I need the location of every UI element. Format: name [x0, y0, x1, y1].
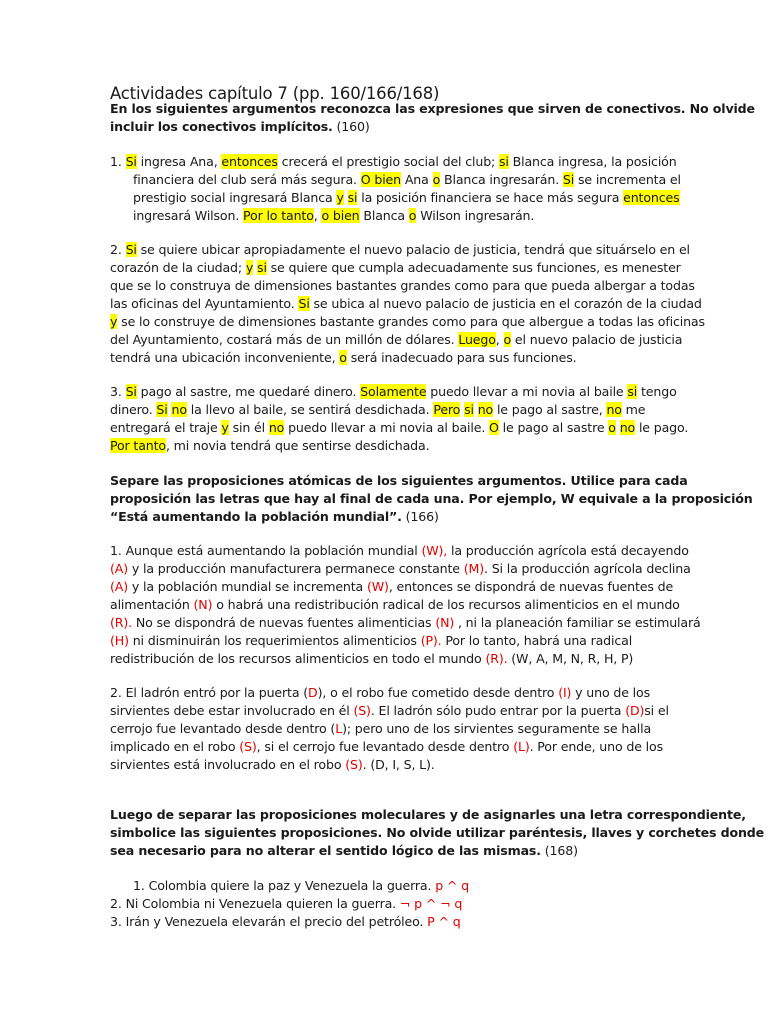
text-segment: se lo construye de dimensiones bastante grandes como para que albergue a todas las oficinas — [117, 314, 705, 329]
highlighted-connective: o — [339, 350, 347, 365]
text-segment: y uno de los — [571, 685, 650, 700]
text-segment: “Está aumentando la población mundial”. — [110, 509, 402, 524]
text-segment: puedo llevar a mi novia al baile — [426, 384, 628, 399]
text-segment: se ubica al nuevo palacio de justicia en el corazón de la ciudad — [309, 296, 702, 311]
text-segment: . Por ende, uno de los — [529, 739, 663, 754]
proposition-letter: (N) — [435, 615, 455, 630]
highlighted-connective: si — [347, 190, 358, 205]
page-reference: (168) — [540, 843, 578, 858]
text-segment: y la producción manufacturera permanece constante — [128, 561, 464, 576]
text-segment: se quiere que cumpla adecuadamente sus funciones, es menester — [266, 260, 681, 275]
highlighted-connective: si — [464, 402, 474, 417]
text-segment: 1. Aunque está aumentando la población mundial — [110, 543, 422, 558]
proposition-letter: P ^ q — [427, 914, 461, 929]
text-segment: si el — [644, 703, 669, 718]
highlighted-connective: si — [627, 384, 638, 399]
text-segment: ); pero uno de los sirvientes seguramente se halla — [342, 721, 652, 736]
text-segment: (W, A, M, N, R, H, P) — [507, 651, 634, 666]
text-segment: entregará el traje — [110, 420, 222, 435]
proposition-letter: (S) — [345, 757, 363, 772]
text-segment: se incrementa el — [574, 172, 681, 187]
instruction-line — [110, 491, 753, 507]
text-segment: 3. Irán y Venezuela elevarán el precio del petróleo. — [110, 914, 428, 929]
text-line — [110, 332, 682, 348]
highlighted-connective: y — [245, 260, 254, 275]
page-title: Actividades capítulo 7 (pp. 160/166/168) — [110, 84, 440, 103]
highlighted-connective: o — [432, 172, 441, 187]
text-segment: , si el cerrojo fue levantado desde dentro — [256, 739, 514, 754]
instruction-line — [110, 807, 746, 823]
text-segment: financiera del club será más segura. — [133, 172, 361, 187]
text-segment: sin él — [228, 420, 269, 435]
text-line — [110, 739, 663, 755]
text-segment: . Si la producción agrícola declina — [483, 561, 691, 576]
highlighted-connective: O bien — [360, 172, 401, 187]
proposition-letter: (D) — [625, 703, 645, 718]
instruction-line — [110, 119, 370, 135]
text-segment: prestigio social ingresará Blanca — [133, 190, 337, 205]
text-segment: 1. — [110, 154, 126, 169]
text-segment: En los siguientes argumentos reconozca las expresiones que sirven de conectivos. No olvide — [110, 101, 755, 116]
text-segment: la producción agrícola está decayendo — [447, 543, 689, 558]
text-segment: sirvientes está involucrado en el robo — [110, 757, 346, 772]
highlighted-connective: si — [499, 154, 509, 169]
text-segment: simbolice las siguientes proposiciones. No olvide utilizar paréntesis, llaves y corchetes donde — [110, 825, 765, 840]
proposition-letter: (W), — [421, 543, 448, 558]
text-segment: y la población mundial se incrementa — [128, 579, 367, 594]
text-line — [110, 543, 689, 559]
highlighted-connective: Luego — [458, 332, 496, 347]
text-segment: redistribución de los recursos alimenticios en todo el mundo — [110, 651, 486, 666]
text-line — [110, 579, 673, 595]
text-segment: , entonces se dispondrá de nuevas fuentes de — [388, 579, 674, 594]
text-segment: incluir los conectivos implícitos. — [110, 119, 333, 134]
highlighted-connective: entonces — [221, 154, 278, 169]
highlighted-connective: o — [608, 420, 616, 435]
highlighted-connective: no — [268, 420, 285, 435]
text-segment: tengo — [637, 384, 677, 399]
highlighted-connective: Si — [125, 242, 137, 257]
text-line — [110, 757, 435, 773]
highlighted-connective: y — [110, 314, 118, 329]
text-line — [110, 561, 691, 577]
text-segment: le pago. — [635, 420, 689, 435]
proposition-letter: L — [335, 721, 343, 736]
text-line — [133, 172, 681, 188]
text-line — [110, 685, 650, 701]
text-segment: Por lo tanto, habrá una radical — [441, 633, 633, 648]
text-line — [110, 350, 576, 366]
text-segment: la posición financiera se hace más segura — [357, 190, 624, 205]
text-line — [133, 208, 534, 224]
proposition-letter: (S) — [353, 703, 371, 718]
text-segment: Separe las proposiciones atómicas de los siguientes argumentos. Utilice para cada — [110, 473, 688, 488]
proposition-letter: (N) — [193, 597, 213, 612]
highlighted-connective: Por lo tanto — [243, 208, 314, 223]
proposition-letter: (H) — [110, 633, 129, 648]
text-segment: sea necesario para no alterar el sentido lógico de las mismas. — [110, 843, 541, 858]
text-line — [110, 651, 633, 667]
proposition-letter: (L) — [513, 739, 530, 754]
highlighted-connective: Por tanto — [110, 438, 166, 453]
proposition-letter: (A) — [110, 561, 128, 576]
text-segment: Blanca — [359, 208, 409, 223]
highlighted-connective: o bien — [321, 208, 360, 223]
text-segment: crecerá el prestigio social del club; — [277, 154, 500, 169]
text-segment: cerrojo fue levantado desde dentro ( — [110, 721, 336, 736]
text-line — [110, 438, 429, 454]
text-segment: . (D, I, S, L). — [362, 757, 435, 772]
proposition-letter: (R). — [110, 615, 132, 630]
text-segment: 1. Colombia quiere la paz y Venezuela la guerra. — [133, 878, 436, 893]
instruction-line — [110, 843, 578, 859]
instruction-line — [110, 825, 764, 841]
text-segment: ingresa Ana, — [136, 154, 222, 169]
instruction-line — [110, 473, 688, 489]
text-segment: 3. — [110, 384, 126, 399]
proposition-letter: ¬ p ^ ¬ q — [399, 896, 463, 911]
highlighted-connective: Si — [562, 172, 575, 187]
text-line — [133, 190, 680, 206]
text-segment: pago al sastre, me quedaré dinero. — [136, 384, 361, 399]
text-segment: Ana — [400, 172, 433, 187]
instruction-line — [110, 509, 439, 525]
text-segment: la llevo al baile, se sentirá desdichada. — [186, 402, 434, 417]
text-segment: Luego de separar las proposiciones moleculares y de asignarles una letra correspondiente, — [110, 807, 746, 822]
text-segment: que se lo construya de dimensiones bastantes grandes como para que pueda albergar a todas — [110, 278, 695, 293]
text-segment: del Ayuntamiento, costará más de un millón de dólares. — [110, 332, 459, 347]
proposition-letter: (P). — [420, 633, 442, 648]
text-line — [110, 633, 632, 649]
text-segment: . El ladrón sólo pudo entrar por la puerta — [370, 703, 626, 718]
text-line — [110, 420, 688, 436]
proposition-letter: (A) — [110, 579, 128, 594]
highlighted-connective: no — [477, 402, 494, 417]
text-line — [110, 914, 461, 930]
highlighted-connective: Pero — [433, 402, 461, 417]
proposition-letter: D — [308, 685, 318, 700]
highlighted-connective: y — [336, 190, 344, 205]
text-segment: 2. Ni Colombia ni Venezuela quieren la guerra. — [110, 896, 400, 911]
highlighted-connective: Si — [156, 402, 168, 417]
text-line — [110, 314, 705, 330]
text-segment: , mi novia tendrá que sentirse desdichada. — [165, 438, 430, 453]
text-segment: Blanca ingresa, la posición — [508, 154, 677, 169]
highlighted-connective: Si — [298, 296, 310, 311]
text-segment: le pago al sastre, — [493, 402, 607, 417]
text-segment: puedo llevar a mi novia al baile. — [284, 420, 490, 435]
text-segment: sirvientes debe estar involucrado en él — [110, 703, 354, 718]
text-segment: o habrá una redistribución radical de los recursos alimenticios en el mundo — [212, 597, 680, 612]
text-segment: implicado en el robo — [110, 739, 240, 754]
highlighted-connective: Si — [125, 384, 137, 399]
text-segment: 2. — [110, 242, 126, 257]
text-segment: el nuevo palacio de justicia — [511, 332, 683, 347]
text-segment: se quiere ubicar apropiadamente el nuevo palacio de justicia, tendrá que situárselo en el — [136, 242, 690, 257]
proposition-letter: p ^ q — [435, 878, 470, 893]
proposition-letter: (I) — [558, 685, 572, 700]
highlighted-connective: no — [619, 420, 636, 435]
highlighted-connective: Si — [125, 154, 137, 169]
text-segment: proposición las letras que hay al final de cada una. Por ejemplo, W equivale a la proposición — [110, 491, 753, 506]
text-line — [133, 878, 469, 894]
text-line — [110, 296, 702, 312]
text-segment: No se dispondrá de nuevas fuentes alimenticias — [131, 615, 436, 630]
proposition-letter: (R). — [485, 651, 508, 666]
instruction-line — [110, 101, 755, 117]
text-segment: será inadecuado para sus funciones. — [346, 350, 577, 365]
proposition-letter: (W) — [366, 579, 389, 594]
text-segment: ingresará Wilson. — [133, 208, 244, 223]
text-line — [110, 154, 677, 170]
text-segment: 2. El ladrón entró por la puerta ( — [110, 685, 309, 700]
text-line — [110, 615, 701, 631]
text-line — [110, 260, 681, 276]
text-segment: le pago al sastre — [498, 420, 609, 435]
highlighted-connective: no — [171, 402, 187, 417]
text-segment: me — [621, 402, 646, 417]
text-line — [110, 278, 695, 294]
highlighted-connective: y — [221, 420, 229, 435]
text-segment: tendrá una ubicación inconveniente, — [110, 350, 340, 365]
highlighted-connective: o — [408, 208, 417, 223]
text-segment: ), o el robo fue cometido desde dentro — [317, 685, 559, 700]
highlighted-connective: entonces — [623, 190, 680, 205]
text-segment: , ni la planeación familiar se estimulará — [454, 615, 701, 630]
highlighted-connective: o — [503, 332, 512, 347]
text-line — [110, 402, 645, 418]
text-segment: ni disminuirán los requerimientos alimenticios — [128, 633, 421, 648]
text-line — [110, 384, 677, 400]
text-segment: dinero. — [110, 402, 157, 417]
highlighted-connective: si — [257, 260, 267, 275]
text-segment: , — [313, 208, 322, 223]
text-line — [110, 721, 651, 737]
highlighted-connective: no — [606, 402, 622, 417]
text-line — [110, 703, 669, 719]
page-reference: (166) — [401, 509, 439, 524]
text-segment: , — [495, 332, 504, 347]
page-reference: (160) — [332, 119, 370, 134]
text-line — [110, 597, 680, 613]
text-line — [110, 896, 462, 912]
text-segment: las oficinas del Ayuntamiento. — [110, 296, 299, 311]
proposition-letter: (M) — [463, 561, 484, 576]
text-segment: corazón de la ciudad; — [110, 260, 246, 275]
text-segment: alimentación — [110, 597, 194, 612]
text-line — [110, 242, 690, 258]
proposition-letter: (S) — [239, 739, 257, 754]
text-segment: Blanca ingresarán. — [440, 172, 563, 187]
highlighted-connective: O — [489, 420, 499, 435]
highlighted-connective: Solamente — [360, 384, 427, 399]
text-segment: Wilson ingresarán. — [416, 208, 535, 223]
